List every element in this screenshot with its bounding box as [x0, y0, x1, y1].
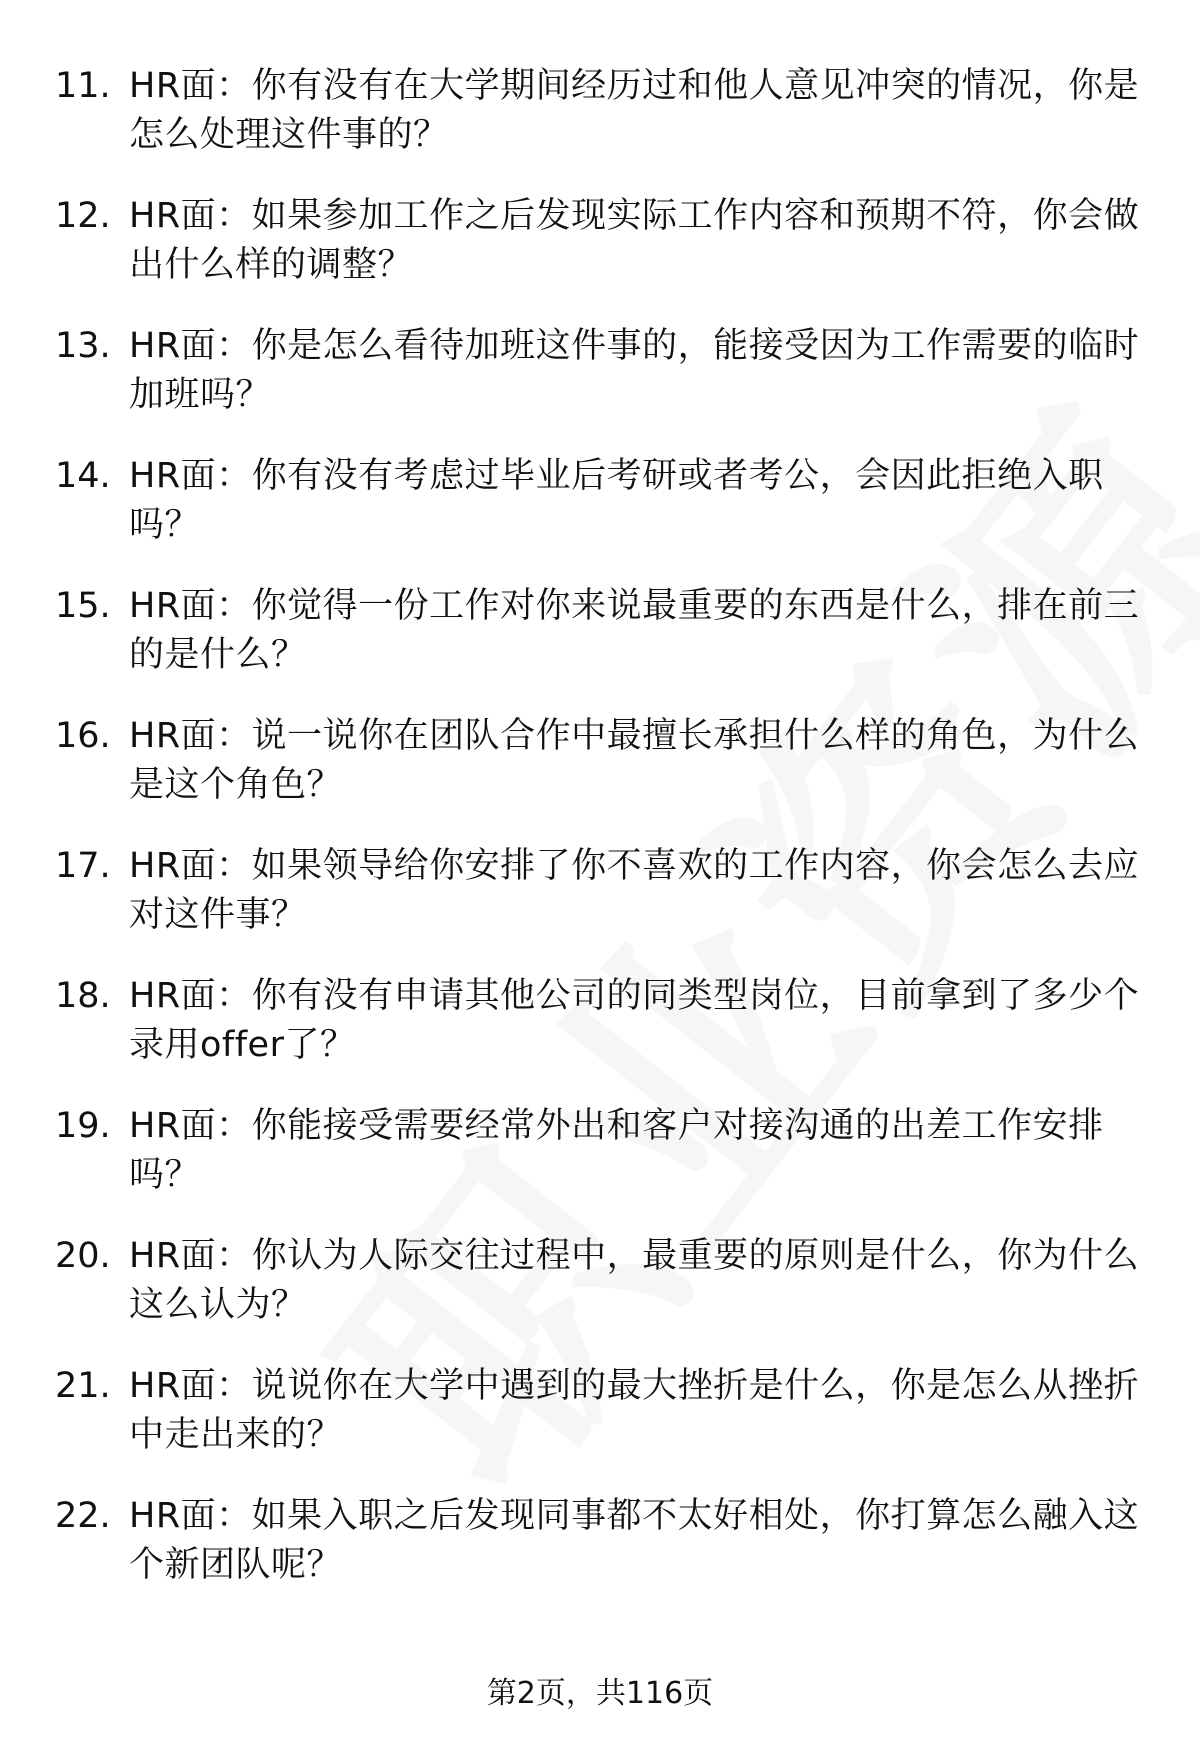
list-item — [0, 312, 1200, 442]
question-text: HR面：如果入职之后发现同事都不太好相处，你打算怎么融入这个新团队呢？ — [129, 1496, 1140, 1585]
list-item — [0, 442, 1200, 572]
question-text: HR面：说一说你在团队合作中最擅长承担什么样的角色，为什么是这个角色？ — [129, 716, 1140, 805]
list-item — [0, 52, 1200, 182]
list-item — [0, 962, 1200, 1092]
list-item — [0, 182, 1200, 312]
list-item — [0, 832, 1200, 962]
question-number: 15. — [55, 586, 111, 626]
page-footer: 第2页，共116页 — [486, 1676, 714, 1711]
question-text: HR面：如果参加工作之后发现实际工作内容和预期不符，你会做出什么样的调整？ — [129, 196, 1140, 285]
question-number: 22. — [55, 1496, 111, 1536]
question-text: HR面：你有没有考虑过毕业后考研或者考公，会因此拒绝入职吗？ — [129, 456, 1104, 545]
question-number: 16. — [55, 716, 111, 756]
list-item — [0, 1222, 1200, 1352]
question-number: 21. — [55, 1366, 111, 1406]
question-number: 18. — [55, 976, 111, 1016]
list-item — [0, 572, 1200, 702]
question-number: 17. — [55, 846, 111, 886]
question-number: 12. — [55, 196, 111, 236]
question-text: HR面：你能接受需要经常外出和客户对接沟通的出差工作安排吗？ — [129, 1106, 1104, 1195]
list-item — [0, 1482, 1200, 1612]
list-item — [0, 1352, 1200, 1482]
question-text: HR面：你是怎么看待加班这件事的，能接受因为工作需要的临时加班吗？ — [129, 326, 1140, 415]
question-text: HR面：说说你在大学中遇到的最大挫折是什么，你是怎么从挫折中走出来的？ — [129, 1366, 1140, 1455]
question-number: 20. — [55, 1236, 111, 1276]
question-text: HR面：你觉得一份工作对你来说最重要的东西是什么，排在前三的是什么？ — [129, 586, 1140, 675]
question-number: 11. — [55, 66, 111, 106]
question-number: 13. — [55, 326, 111, 366]
list-item — [0, 1092, 1200, 1222]
question-list — [0, 52, 1200, 1612]
list-item — [0, 702, 1200, 832]
question-number: 19. — [55, 1106, 111, 1146]
question-text: HR面：你有没有在大学期间经历过和他人意见冲突的情况，你是怎么处理这件事的？ — [129, 66, 1140, 155]
question-text: HR面：你认为人际交往过程中，最重要的原则是什么，你为什么这么认为？ — [129, 1236, 1140, 1325]
question-number: 14. — [55, 456, 111, 496]
question-text: HR面：你有没有申请其他公司的同类型岗位，目前拿到了多少个录用offer了？ — [129, 976, 1140, 1065]
question-text: HR面：如果领导给你安排了你不喜欢的工作内容，你会怎么去应对这件事？ — [129, 846, 1140, 935]
